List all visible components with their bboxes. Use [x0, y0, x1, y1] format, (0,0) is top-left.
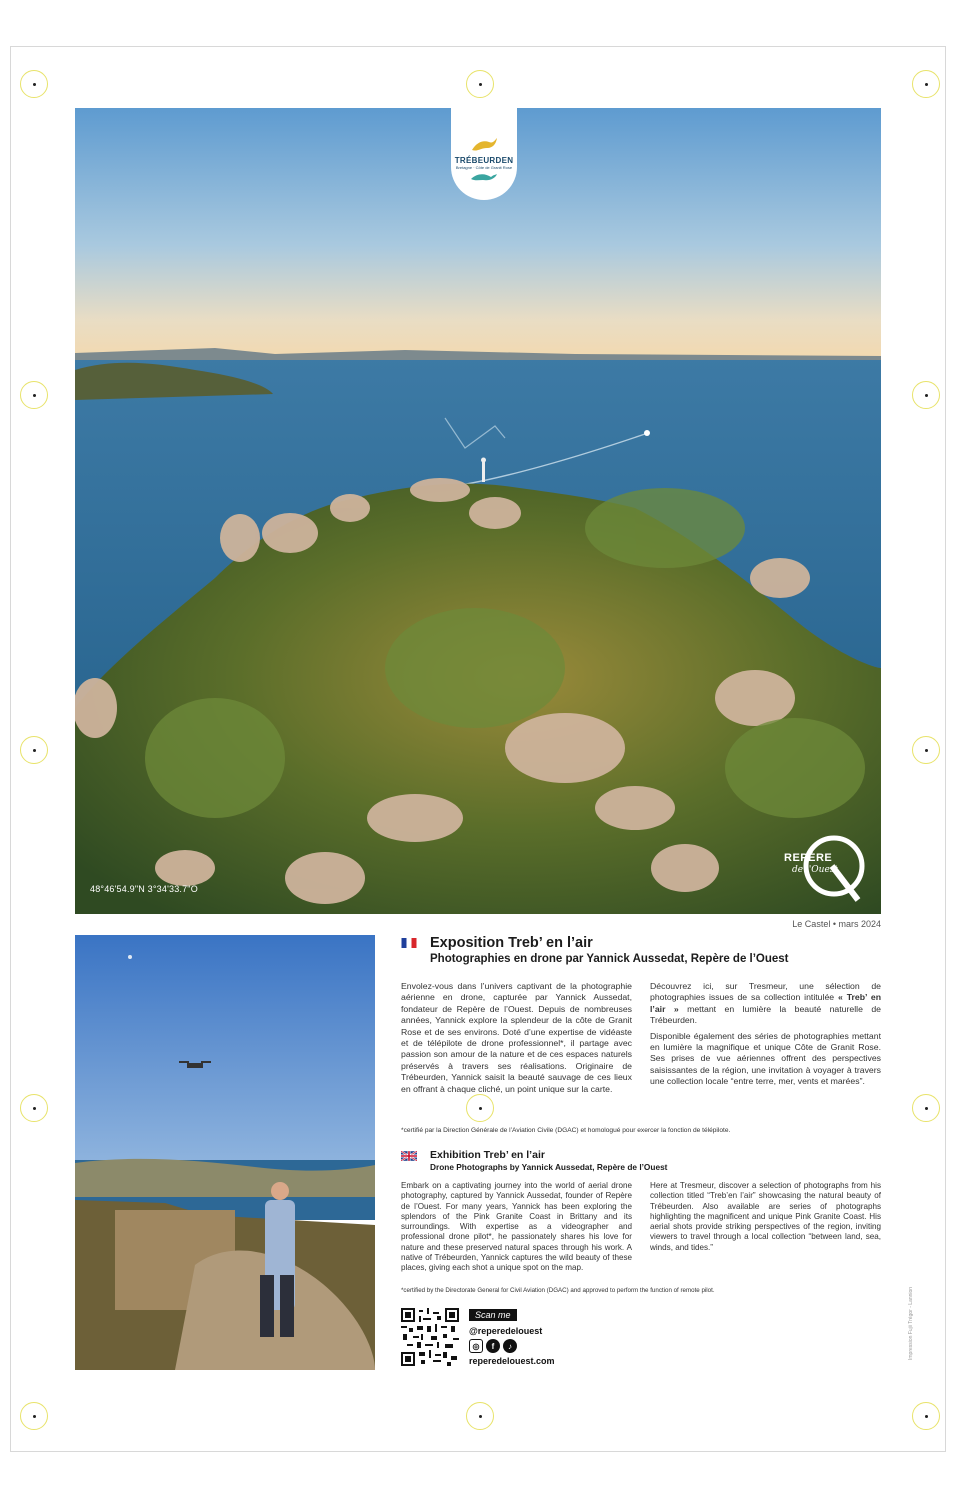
mermaid-icon	[469, 136, 499, 156]
gps-coordinates: 48°46'54.9"N 3°34'33.7"O	[90, 884, 198, 894]
watermark-title: REPÈRE	[784, 852, 833, 864]
social-icons	[469, 1339, 517, 1353]
registration-mark	[466, 1402, 494, 1430]
registration-mark	[912, 381, 940, 409]
french-series-paragraph: Disponible également des séries de photographies mettant en lumière la magnifique et unique Côte de Granit Rose. Ses prises de vue aériennes offrent des perspectives saisissantes de la région, une invitation à voyager à travers une collection locale “entre terre, mer, vents et marées”.	[650, 1030, 881, 1087]
uk-flag-icon	[401, 1151, 417, 1161]
french-title-block	[401, 935, 881, 975]
watermark-subtitle: de l'Ouest	[792, 865, 839, 875]
hero-photo-le-castel	[75, 108, 881, 914]
french-intro-text: Envolez-vous dans l’univers captivant de la photographie aérienne en drone, capturée par Yannick Aussedat, fondateur de Repère de l’Ouest. Depuis de nombreuses années, Yannick explore la splendeur de la côte de Granit Rose et de ses environs. Doté d’une expertise de vidéaste et de télépilote de drone professionnel*, il partage avec passion son amour de la nature et de ces espaces naturels préservés à travers ses réalisations. Originaire de Trébeurden, Yannick saisit la beauté sauvage de ces lieux en offrant à chaque cliché, un point unique sur la carte.	[401, 981, 632, 1094]
english-footnote: *certified by the Directorate General for Civil Aviation (DGAC) and approved to perform the function of remote pilot.	[401, 1287, 715, 1294]
registration-mark	[20, 736, 48, 764]
english-right-text: Here at Tresmeur, discover a selection of photographs from his collection titled “Treb’en l’air” showcasing the natural beauty of Trébeurden. Also available are series of photographs highlighting the magnificent and unique Pink Granite Coast. His aerial shots provide striking perspectives of the region, inviting viewers to travel through a local collection “between land, sea, winds, and tides.”	[650, 1181, 881, 1252]
registration-mark	[912, 1094, 940, 1122]
french-footnote: *certifié par la Direction Générale de l’Aviation Civile (DGAC) et homologué pour exercer la fonction de télépilote.	[401, 1127, 731, 1134]
logo-tagline: Bretagne · Côte de Granit Rose	[455, 165, 513, 170]
website-link[interactable]: reperedelouest.com	[469, 1356, 555, 1366]
english-intro-text: Embark on a captivating journey into the world of aerial drone photography, captured by Yannick Aussedat, founder of Repère de l’Ouest. For many years, Yannick has been exploring the splendors of the Pink Granite Coast in Brittany and its surroundings. With expertise as a videographer and professional drone pilot*, he passionately shares his love for nature and these preserved natural spaces through his work. A native of Trébeurden, Yannick captures the wild beauty of these places, giving each shot a unique spot on the map.	[401, 1181, 632, 1273]
tiktok-icon[interactable]: ♪	[503, 1339, 517, 1353]
dolphin-icon	[469, 171, 499, 183]
french-title: Exposition Treb’ en l’air	[430, 935, 593, 951]
qr-code[interactable]	[401, 1308, 459, 1366]
registration-mark	[466, 70, 494, 98]
registration-mark	[20, 1094, 48, 1122]
french-flag-icon	[401, 938, 417, 948]
french-collection-paragraph: Découvrez ici, sur Tresmeur, une sélection de photographies issues de sa collection intitulée « Treb’ en l’air » mettant en lumière la beauté naturelle de Trébeurden.	[650, 981, 881, 1026]
english-subtitle: Drone Photographs by Yannick Aussedat, Repère de l’Ouest	[430, 1162, 668, 1172]
logo-brand: TRÉBEURDEN	[454, 156, 514, 165]
hero-caption: Le Castel • mars 2024	[792, 919, 881, 929]
registration-mark	[912, 1402, 940, 1430]
instagram-icon[interactable]: ◎	[469, 1339, 483, 1353]
french-right-text	[650, 981, 881, 1088]
registration-mark	[20, 70, 48, 98]
registration-mark	[466, 1094, 494, 1122]
french-subtitle: Photographies en drone par Yannick Aussedat, Repère de l’Ouest	[430, 953, 789, 965]
social-handle[interactable]: @reperedelouest	[469, 1326, 543, 1336]
english-title: Exhibition Treb’ en l’air	[430, 1149, 545, 1161]
registration-mark	[912, 70, 940, 98]
registration-mark	[20, 381, 48, 409]
english-title-block	[401, 1149, 881, 1175]
trebeurden-logo	[451, 108, 517, 200]
registration-mark	[20, 1402, 48, 1430]
repere-de-louest-watermark	[780, 830, 870, 902]
drone-pilot-photo	[75, 935, 375, 1370]
printer-credit	[908, 1350, 914, 1360]
facebook-icon[interactable]: f	[486, 1339, 500, 1353]
registration-mark	[912, 736, 940, 764]
scan-me-label: Scan me	[469, 1309, 517, 1321]
